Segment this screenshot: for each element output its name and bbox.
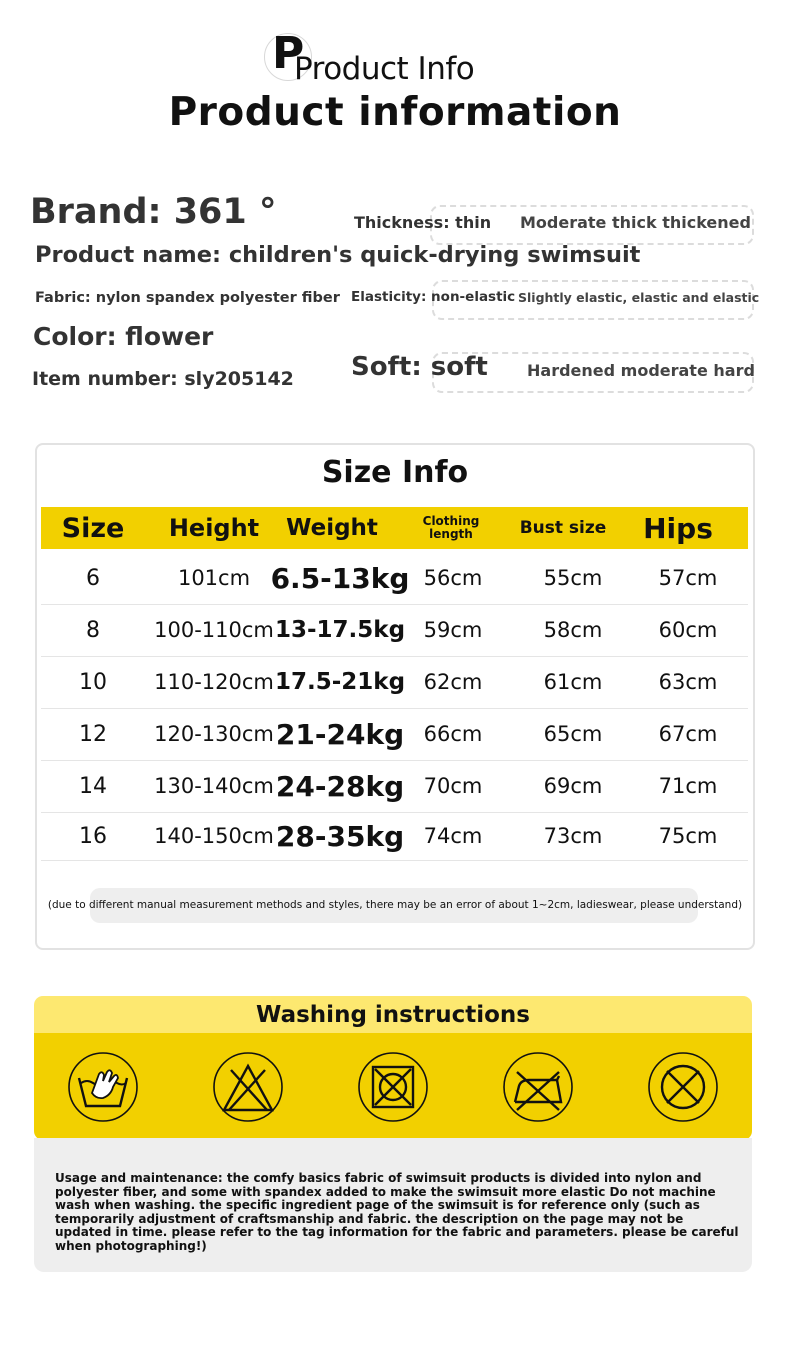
cell-height: 130-140cm [154,774,274,798]
cell-hips: 63cm [658,670,718,694]
cell-length: 56cm [423,566,483,590]
cell-bust: 55cm [543,566,603,590]
cell-size: 14 [79,773,107,799]
do-not-iron-icon [503,1052,573,1122]
color-text: Color: flower [33,322,214,351]
brand-text: Brand: 361 ° [30,192,277,232]
header-clothing-line1: Clothing [422,514,480,528]
cell-height: 120-130cm [154,722,274,746]
page-title: Product information [168,90,622,135]
cell-size: 6 [86,565,100,591]
header-size: Size [61,512,125,544]
thickness-label: Thickness: thin [354,213,492,232]
table-row [41,604,748,657]
cell-height: 140-150cm [154,824,274,848]
cell-height: 110-120cm [154,670,274,694]
do-not-tumble-dry-icon [358,1052,428,1122]
cell-bust: 69cm [543,774,603,798]
cell-height: 100-110cm [154,618,274,642]
table-row [41,708,748,761]
header-height: Height [168,514,260,542]
softness-label: Soft: soft [351,352,488,382]
do-not-dry-clean-icon [648,1052,718,1122]
cell-length: 59cm [423,618,483,642]
table-row [41,656,748,709]
cell-bust: 65cm [543,722,603,746]
cell-bust: 61cm [543,670,603,694]
cell-weight: 6.5-13kg [270,561,410,595]
header-subtitle: Product Info [294,51,475,87]
item-number-text: Item number: sly205142 [32,368,294,390]
cell-length: 70cm [423,774,483,798]
cell-hips: 57cm [658,566,718,590]
table-row [41,552,748,605]
logo-letter: P [272,28,305,79]
softness-options: Hardened moderate hard [527,361,755,380]
cell-bust: 73cm [543,824,603,848]
cell-weight: 21-24kg [275,717,405,751]
cell-hips: 67cm [658,722,718,746]
elasticity-options: Slightly elastic, elastic and elastic [518,290,760,305]
table-row [41,760,748,813]
cell-size: 8 [86,617,100,643]
usage-text: Usage and maintenance: the comfy basics fabric of swimsuit products is divided into nylon and polyester fiber, and some with spandex added to make the swimsuit more elastic Do not machine wash when washing. the specific ingredient page of the swimsuit is for reference only (such as temporarily adjustment of craftsmanship and fabric. the description on the page may not be updated in time. please refer to the tag information for the fabric and parameters. please be careful when photographing!) [55,1171,739,1253]
cell-weight: 28-35kg [275,819,405,853]
product-name-text: Product name: children's quick-drying swimsuit [35,242,641,268]
cell-length: 62cm [423,670,483,694]
do-not-bleach-icon [213,1052,283,1122]
cell-length: 66cm [423,722,483,746]
cell-weight: 17.5-21kg [274,669,406,695]
cell-size: 10 [79,669,107,695]
header-clothing-line2: length [429,527,473,541]
header-weight: Weight [286,515,378,541]
table-row [41,812,748,861]
header-bust: Bust size [519,518,607,538]
cell-hips: 71cm [658,774,718,798]
cell-size: 16 [79,823,107,849]
cell-hips: 75cm [658,824,718,848]
washing-title: Washing instructions [34,996,752,1034]
size-table-header [41,507,748,549]
cell-length: 74cm [423,824,483,848]
cell-hips: 60cm [658,618,718,642]
fabric-text: Fabric: nylon spandex polyester fiber [35,290,340,306]
cell-height: 101cm [177,566,251,590]
cell-weight: 24-28kg [275,769,405,803]
elasticity-label: Elasticity: non-elastic [351,289,516,305]
size-info-title: Size Info [321,455,469,490]
cell-size: 12 [79,721,107,747]
hand-wash-icon [68,1052,138,1122]
header-hips: Hips [643,511,713,545]
header-clothing-length [401,507,501,549]
thickness-options: Moderate thick thickened [520,213,751,232]
cell-bust: 58cm [543,618,603,642]
measurement-note: (due to different manual measurement methods and styles, there may be an error of about 1~2cm, ladieswear, please understand) [47,899,743,911]
cell-weight: 13-17.5kg [274,617,406,643]
